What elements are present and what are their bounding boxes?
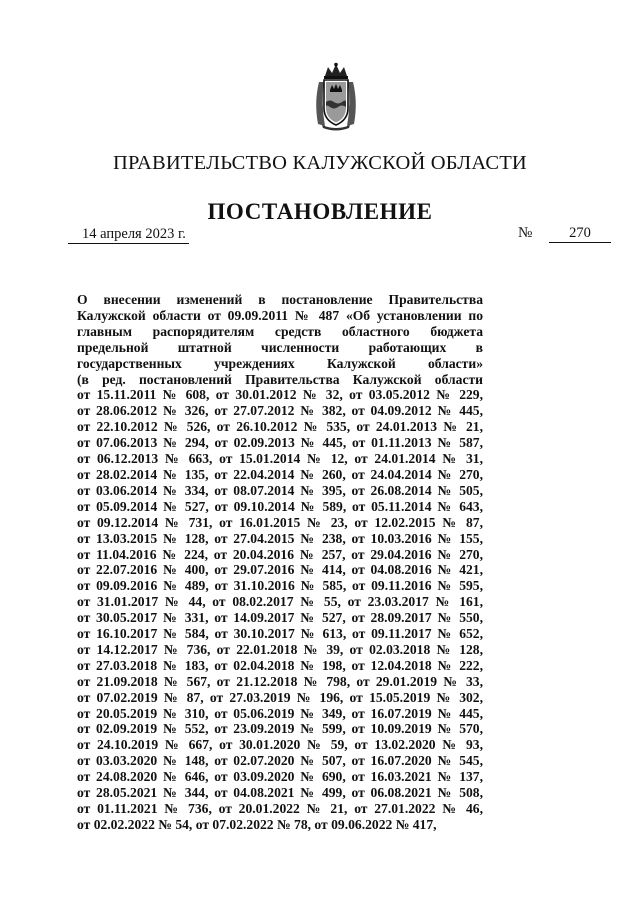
body-line: от 05.09.2014 № 527, от 09.10.2014 № 589, от 05.11.2014 № 643, (77, 498, 483, 514)
body-line: от 30.05.2017 № 331, от 14.09.2017 № 527, от 28.09.2017 № 550, (77, 610, 483, 626)
body-line: от 11.04.2016 № 224, от 20.04.2016 № 257, от 29.04.2016 № 270, (77, 546, 483, 562)
body-line: от 22.10.2012 № 526, от 26.10.2012 № 535, от 24.01.2013 № 21, (77, 419, 483, 435)
body-line: от 22.07.2016 № 400, от 29.07.2016 № 414, от 04.08.2016 № 421, (77, 562, 483, 578)
body-line: от 06.12.2013 № 663, от 15.01.2014 № 12, от 24.01.2014 № 31, (77, 451, 483, 467)
body-line: от 24.10.2019 № 667, от 30.01.2020 № 59, от 13.02.2020 № 93, (77, 737, 483, 753)
body-line: от 16.10.2017 № 584, от 30.10.2017 № 613, от 09.11.2017 № 652, (77, 626, 483, 642)
body-line: от 24.08.2020 № 646, от 03.09.2020 № 690, от 16.03.2021 № 137, (77, 769, 483, 785)
body-line: от 28.06.2012 № 326, от 27.07.2012 № 382, от 04.09.2012 № 445, (77, 403, 483, 419)
body-line: (в ред. постановлений Правительства Калужской области (77, 371, 483, 387)
body-line: от 07.02.2019 № 87, от 27.03.2019 № 196, от 15.05.2019 № 302, (77, 689, 483, 705)
body-line: от 14.12.2017 № 736, от 22.01.2018 № 39, от 02.03.2018 № 128, (77, 641, 483, 657)
body-line: от 28.05.2021 № 344, от 04.08.2021 № 499, от 06.08.2021 № 508, (77, 785, 483, 801)
body-line: от 31.01.2017 № 44, от 08.02.2017 № 55, от 23.03.2017 № 161, (77, 594, 483, 610)
body-line: от 21.09.2018 № 567, от 21.12.2018 № 798, от 29.01.2019 № 33, (77, 673, 483, 689)
body-line: от 13.03.2015 № 128, от 27.04.2015 № 238, от 10.03.2016 № 155, (77, 530, 483, 546)
body-line: от 09.09.2016 № 489, от 31.10.2016 № 585, от 09.11.2016 № 595, (77, 578, 483, 594)
government-heading: ПРАВИТЕЛЬСТВО КАЛУЖСКОЙ ОБЛАСТИ (113, 152, 527, 174)
body-line: Калужской области от 09.09.2011 № 487 «Об установлении по (77, 307, 483, 323)
body-line: от 15.11.2011 № 608, от 30.01.2012 № 32, от 03.05.2012 № 229, (77, 387, 483, 403)
body-line: от 28.02.2014 № 135, от 22.04.2014 № 260, от 24.04.2014 № 270, (77, 466, 483, 482)
body-line: государственных учреждениях Калужской области» (77, 355, 483, 371)
coat-of-arms-icon (311, 62, 361, 132)
body-line: от 03.03.2020 № 148, от 02.07.2020 № 507, от 16.07.2020 № 545, (77, 753, 483, 769)
body-line: главным распорядителям средств областного бюджета (77, 323, 483, 339)
body-line: от 03.06.2014 № 334, от 08.07.2014 № 395, от 26.08.2014 № 505, (77, 482, 483, 498)
body-line: от 01.11.2021 № 736, от 20.01.2022 № 21, от 27.01.2022 № 46, (77, 801, 483, 816)
body-line: О внесении изменений в постановление Правительства (77, 292, 483, 307)
resolution-subject-text (77, 292, 483, 833)
body-line: от 07.06.2013 № 294, от 02.09.2013 № 445, от 01.11.2013 № 587, (77, 435, 483, 451)
body-line: от 02.02.2022 № 54, от 07.02.2022 № 78, от 09.06.2022 № 417, (77, 816, 437, 832)
body-line: от 27.03.2018 № 183, от 02.04.2018 № 198, от 12.04.2018 № 222, (77, 657, 483, 673)
number-label: № (518, 225, 533, 241)
body-line: от 09.12.2014 № 731, от 16.01.2015 № 23, от 12.02.2015 № 87, (77, 514, 483, 530)
document-number: 270 (549, 225, 611, 243)
body-line: предельной штатной численности работающих в (77, 339, 483, 355)
document-date: 14 апреля 2023 г. (68, 226, 189, 244)
document-type-title: ПОСТАНОВЛЕНИЕ (207, 199, 433, 224)
body-line: от 02.09.2019 № 552, от 23.09.2019 № 599, от 10.09.2019 № 570, (77, 721, 483, 737)
body-line: от 20.05.2019 № 310, от 05.06.2019 № 349, от 16.07.2019 № 445, (77, 705, 483, 721)
